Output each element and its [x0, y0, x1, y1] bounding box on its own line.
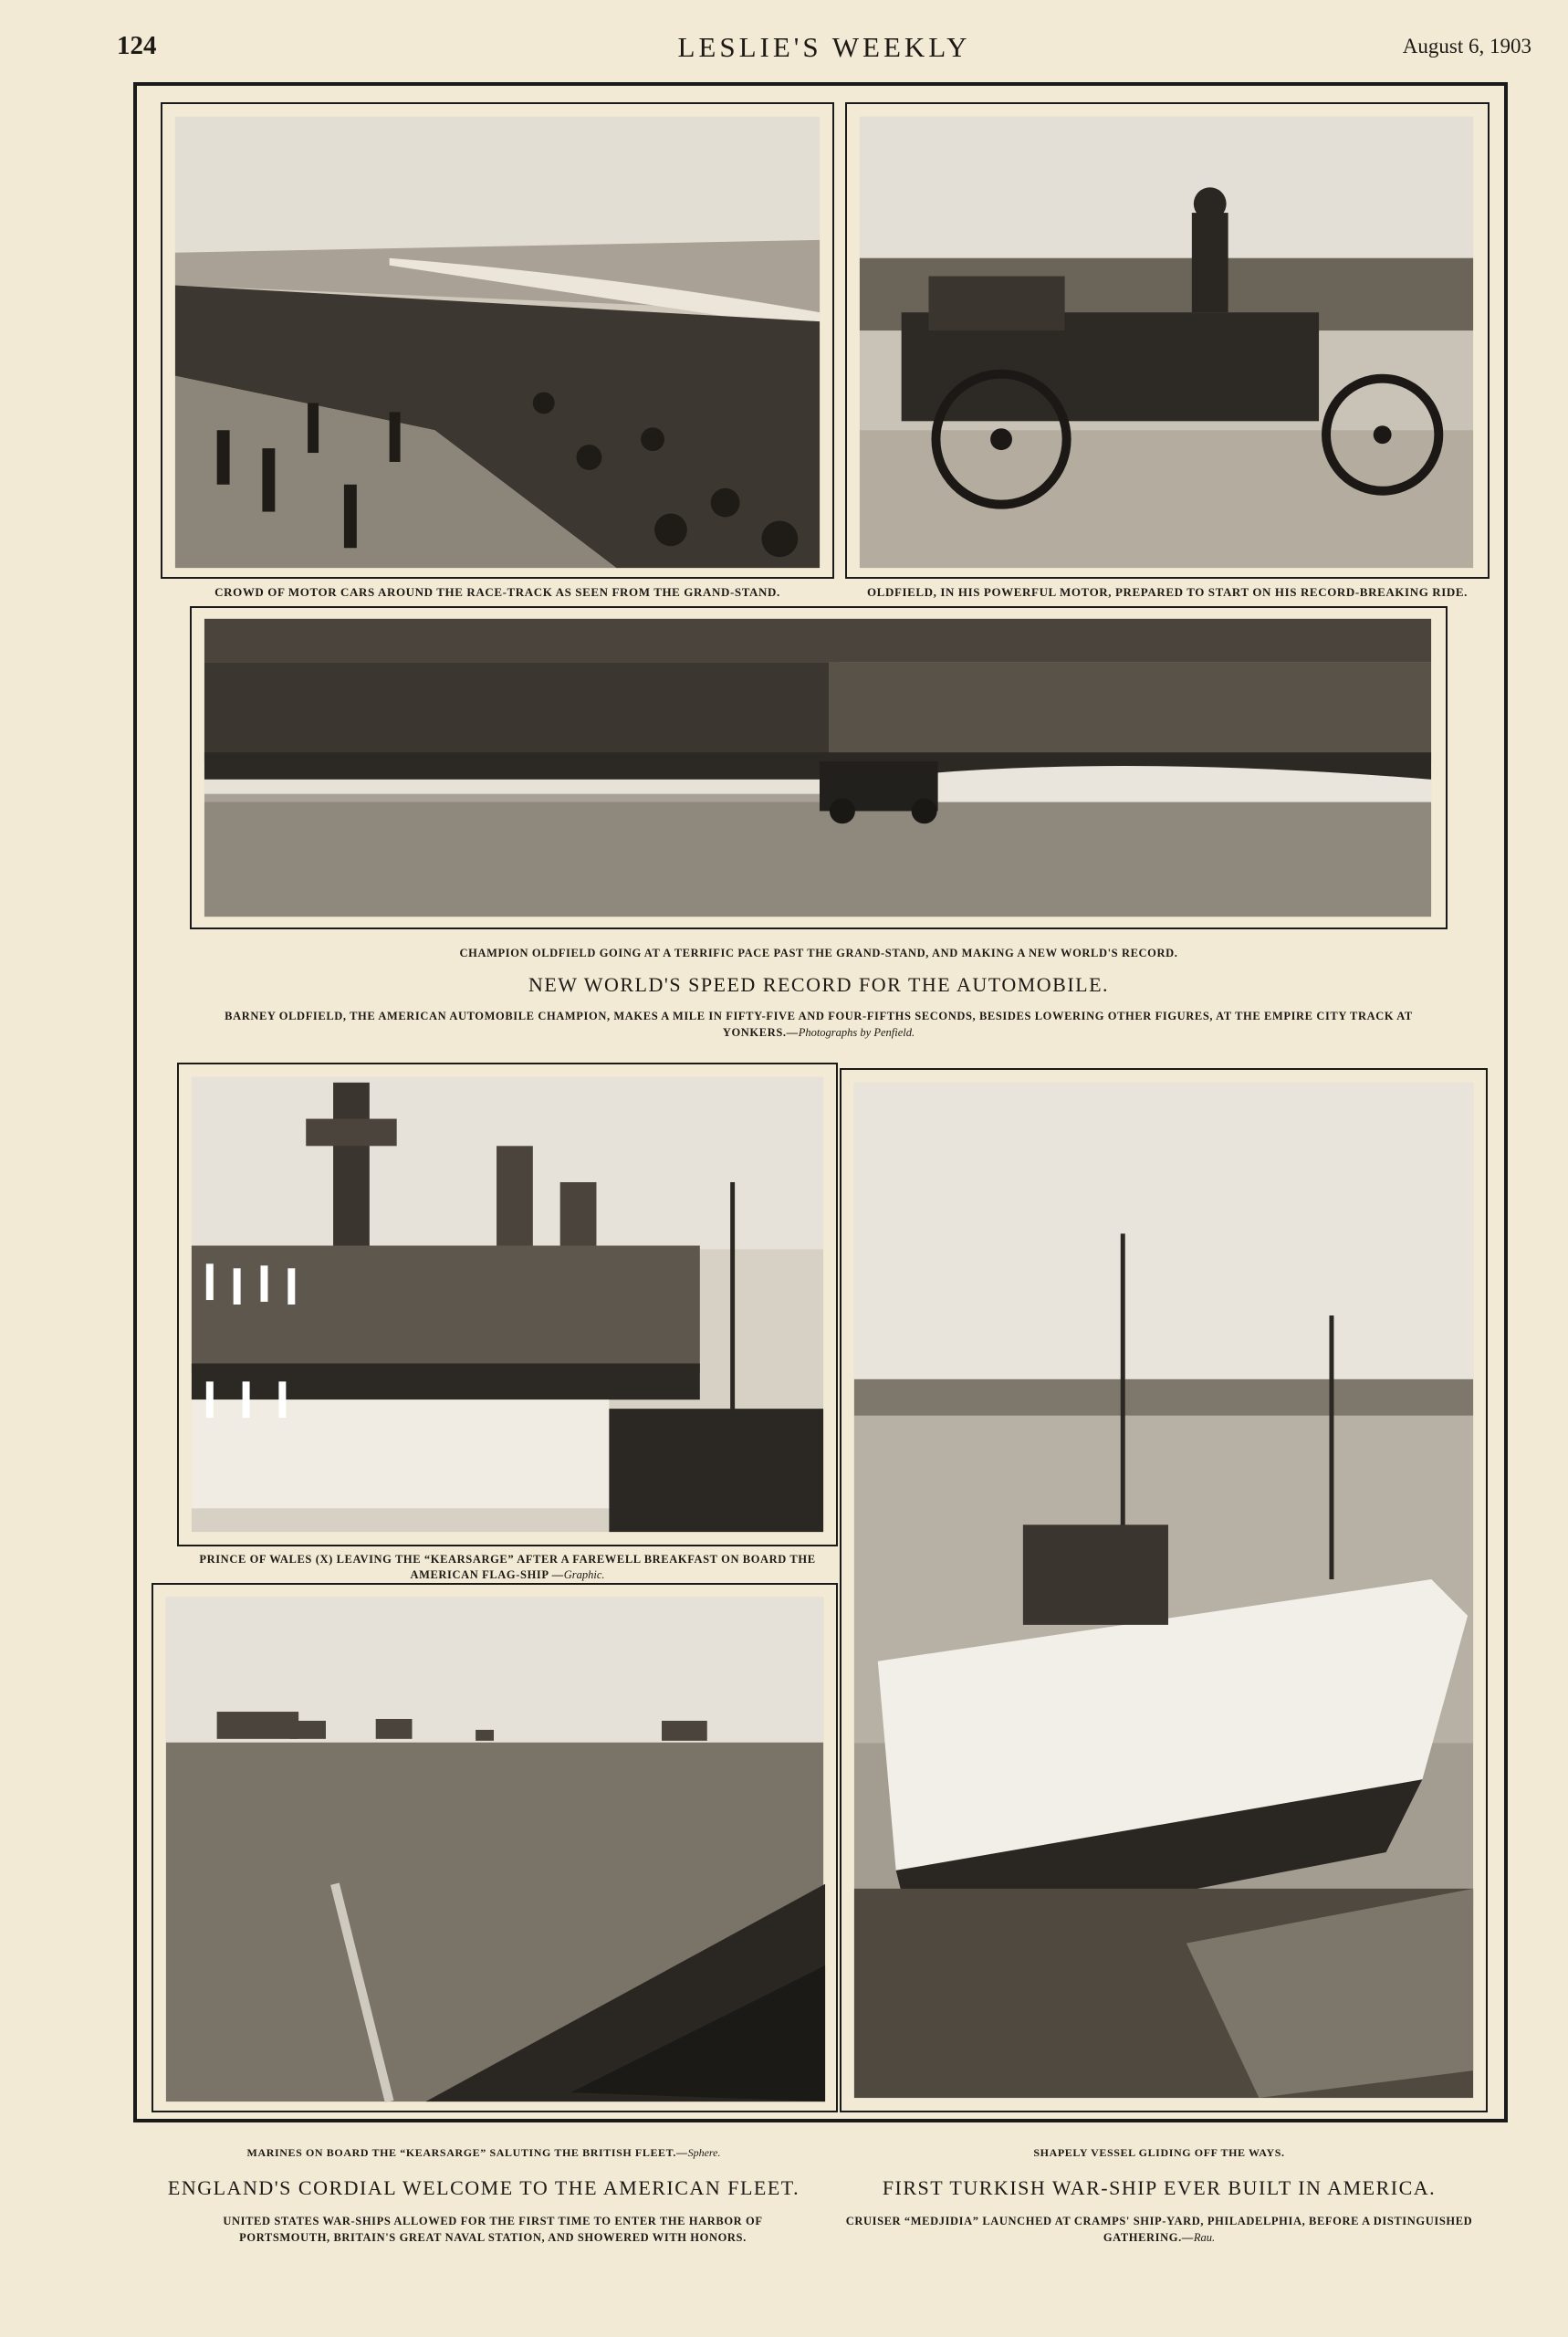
- caption-prince-of-wales: [183, 1552, 832, 1583]
- caption-champion-oldfield: CHAMPION OLDFIELD GOING AT A TERRIFIC PACE PAST THE GRAND-STAND, AND MAKING A NEW WORLD'S RECORD.: [459, 947, 1178, 959]
- credit-speed-record: Photographs by Penfield.: [798, 1026, 915, 1039]
- page-number: 124: [117, 31, 157, 60]
- photo-oldfield-motor: [845, 102, 1490, 579]
- credit-marines: Sphere.: [687, 2146, 721, 2159]
- subtext-speed-record-body: BARNEY OLDFIELD, THE AMERICAN AUTOMOBILE CHAMPION, MAKES A MILE IN FIFTY-FIVE AND FOUR-FIFTHS SECONDS, BESIDES LOWERING OTHER FIGURES, AT THE EMPIRE CITY TRACK AT YONKERS.—: [225, 1010, 1413, 1039]
- credit-prince: Graphic.: [563, 1568, 605, 1581]
- headline-speed-record: NEW WORLD'S SPEED RECORD FOR THE AUTOMOBILE.: [528, 973, 1110, 996]
- caption-prince-body: PRINCE OF WALES (X) LEAVING THE “KEARSARGE” AFTER A FAREWELL BREAKFAST ON BOARD THE AMERICAN FLAG-SHIP —: [199, 1553, 816, 1581]
- photo-champion-grandstand: [190, 606, 1448, 929]
- photo-prince-of-wales: [177, 1063, 838, 1546]
- page-header: [117, 27, 1531, 73]
- photo-crowd-motor-cars: [161, 102, 834, 579]
- caption-marines-body: MARINES ON BOARD THE “KEARSARGE” SALUTING THE BRITISH FLEET.—: [246, 2146, 688, 2159]
- headline-turkish-warship: FIRST TURKISH WAR-SHIP EVER BUILT IN AMERICA.: [882, 2176, 1437, 2199]
- photo-turkish-warship: [840, 1068, 1488, 2112]
- publication-title: LESLIE'S WEEKLY: [677, 31, 971, 63]
- subtext-speed-record: [208, 1008, 1429, 1041]
- subtext-cordial-welcome: UNITED STATES WAR-SHIPS ALLOWED FOR THE FIRST TIME TO ENTER THE HARBOR OF PORTSMOUTH, BRITAIN'S GREAT NAVAL STATION, AND SHOWERED WITH HONORS.: [223, 2215, 763, 2244]
- caption-marines: [146, 2145, 821, 2161]
- photo-marines-saluting: [152, 1583, 838, 2112]
- credit-turkish: Rau.: [1193, 2231, 1216, 2244]
- headline-cordial-welcome: ENGLAND'S CORDIAL WELCOME TO THE AMERICAN FLEET.: [167, 2176, 800, 2199]
- caption-oldfield-motor: OLDFIELD, IN HIS POWERFUL MOTOR, PREPARED TO START ON HIS RECORD-BREAKING RIDE.: [866, 585, 1469, 599]
- subtext-turkish-warship: [840, 2213, 1479, 2246]
- caption-shapely-vessel: SHAPELY VESSEL GLIDING OFF THE WAYS.: [1033, 2146, 1285, 2159]
- subtext-turkish-body: CRUISER “MEDJIDIA” LAUNCHED AT CRAMPS' SHIP-YARD, PHILADELPHIA, BEFORE A DISTINGUISHED GATHERING.—: [845, 2215, 1473, 2244]
- issue-date: August 6, 1903: [1402, 35, 1531, 58]
- caption-crowd-motor-cars: CROWD OF MOTOR CARS AROUND THE RACE-TRACK AS SEEN FROM THE GRAND-STAND.: [214, 585, 780, 599]
